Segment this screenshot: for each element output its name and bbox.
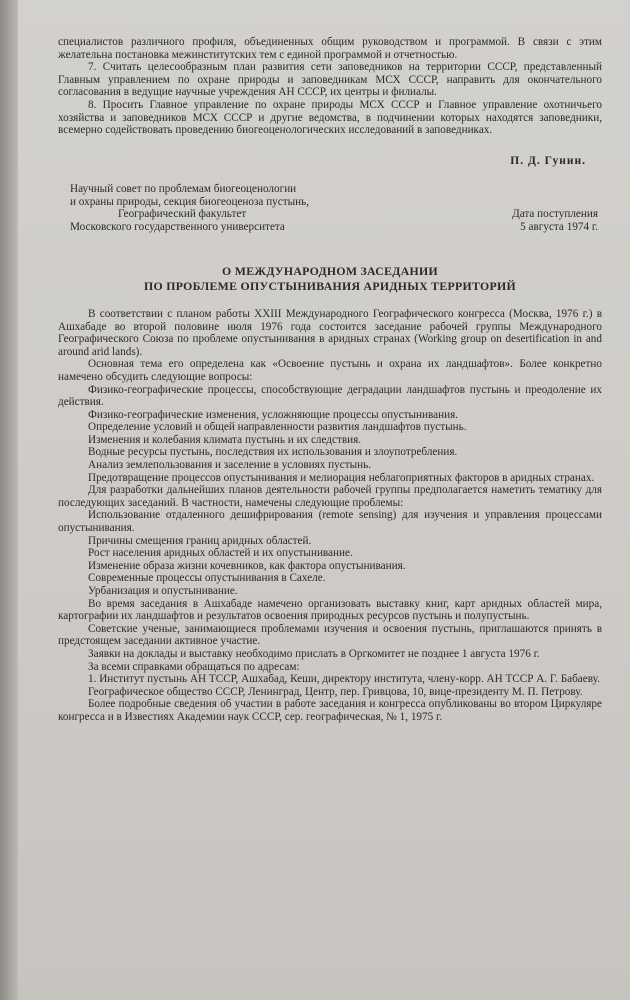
- paragraph: Предотвращение процессов опустынивания и мелиорация неблагоприятных факторов в аридных странах.: [88, 471, 595, 484]
- paragraph: 7. Считать целесообразным план развития сети заповедников на территории СССР, представленный Главным управлением по охране природы и заповедникам МСХ СССР, направить для окончательного согласования в ведущие научные учреждения АН СССР, их центры и филиалы.: [58, 61, 602, 99]
- paragraph: Для разработки дальнейших планов деятельности рабочей группы предполагается наметить тематику для последующих заседаний. В частности, намечены следующие проблемы:: [58, 484, 602, 509]
- article-body: [58, 308, 602, 724]
- affiliation-line: Московского государственного университета: [70, 221, 285, 234]
- paragraph: Причины смещения границ аридных областей.: [88, 534, 312, 547]
- book-spine-shadow: [0, 0, 18, 1000]
- affiliation-line: Научный совет по проблемам биогеоценологии: [70, 182, 297, 195]
- paragraph: Изменения и колебания климата пустынь и их следствия.: [88, 433, 362, 446]
- paragraph: Использование отдаленного дешифрирования (remote sensing) для изучения и управления процессами опустынивания.: [58, 509, 602, 535]
- paragraph: Физико-географические процессы, способствующие деградации ландшафтов пустынь и преодоление их действия.: [58, 383, 602, 409]
- paragraph: Во время заседания в Ашхабаде намечено организовать выставку книг, карт аридных областей мира, картографии их ландшафтов и результатов освоения природных ресурсов пустынь и полупустынь.: [58, 597, 602, 623]
- paragraph: За всеми справками обращаться по адресам:: [88, 660, 300, 673]
- article-title: [58, 264, 602, 294]
- title-line: О МЕЖДУНАРОДНОМ ЗАСЕДАНИИ: [222, 263, 438, 278]
- affiliation-block: [58, 183, 602, 234]
- paragraph: Анализ землепользования и заселение в условиях пустынь.: [88, 459, 371, 472]
- author-signature: П. Д. Гунин.: [510, 154, 586, 167]
- paragraph: Водные ресурсы пустынь, последствия их использования и злоупотребления.: [88, 446, 458, 459]
- paragraph: Изменение образа жизни кочевников, как фактора опустынивания.: [88, 559, 406, 572]
- paragraph: специалистов различного профиля, объединенных общим руководством и программой. В связи с этим желательна постановка межинститутских тем с единой программой и отчетностью.: [58, 36, 602, 61]
- paragraph: Рост населения аридных областей и их опустынивание.: [88, 547, 353, 560]
- paragraph: Основная тема его определена как «Освоение пустынь и охрана их ландшафтов». Более конкретно намечено обсудить следующие вопросы:: [58, 358, 602, 383]
- paragraph: Урбанизация и опустынивание.: [88, 585, 238, 597]
- paragraph: Определение условий и общей направленности развития ландшафтов пустынь.: [88, 421, 467, 434]
- paragraph: Физико-географические изменения, усложняющие процессы опустынивания.: [88, 408, 459, 421]
- paragraph: Более подробные сведения об участии в работе заседания и конгресса опубликованы во втором Циркуляре конгресса и в Известиях Академии наук СССР, сер. географическая, № 1, 1975 г.: [58, 698, 602, 723]
- affiliation-line: Географический факультет: [118, 208, 247, 221]
- affiliation-line: и охраны природы, секция биогеоценоза пустынь,: [70, 195, 310, 208]
- paragraph: Современные процессы опустынивания в Сахеле.: [88, 572, 326, 585]
- paragraph: Заявки на доклады и выставку необходимо прислать в Оргкомитет не позднее 1 августа 1976 г.: [88, 647, 540, 660]
- paragraph: 8. Просить Главное управление по охране природы МСХ СССР и Главное управление охотничьего хозяйства и заповедников МСХ СССР и другие ведомства, в подчинении которых находятся заповедники, всемерно содействовать проведению биогеоценологических исследований в заповедниках.: [58, 98, 602, 137]
- paragraph: Географическое общество СССР, Ленинград, Центр, пер. Гривцова, 10, вице-президенту М. П. Петрову.: [88, 685, 583, 698]
- paragraph: Советские ученые, занимающиеся проблемами изучения и освоения пустынь, приглашаются принять в предстоящем заседании активное участие.: [58, 622, 602, 648]
- date-label: Дата поступления: [512, 208, 598, 221]
- title-line: ПО ПРОБЛЕМЕ ОПУСТЫНИВАНИЯ АРИДНЫХ ТЕРРИТОРИЙ: [144, 278, 516, 293]
- received-date: [512, 208, 602, 234]
- date-value: 5 августа 1974 г.: [520, 221, 598, 234]
- paragraph: 1. Институт пустынь АН ТССР, Ашхабад, Кеши, директору института, члену-корр. АН ТССР А. Г. Бабаеву.: [88, 673, 600, 686]
- paragraph: В соответствии с планом работы XXIII Международного Географического конгресса (Москва, 1976 г.) в Ашхабаде во второй половине июля 1976 года состоится заседание рабочей группы Международного Географического Союза по проблеме опустынивания в аридных странах (Working group on desertification in and around arid lands).: [58, 307, 602, 358]
- affiliation-lines: [58, 183, 309, 234]
